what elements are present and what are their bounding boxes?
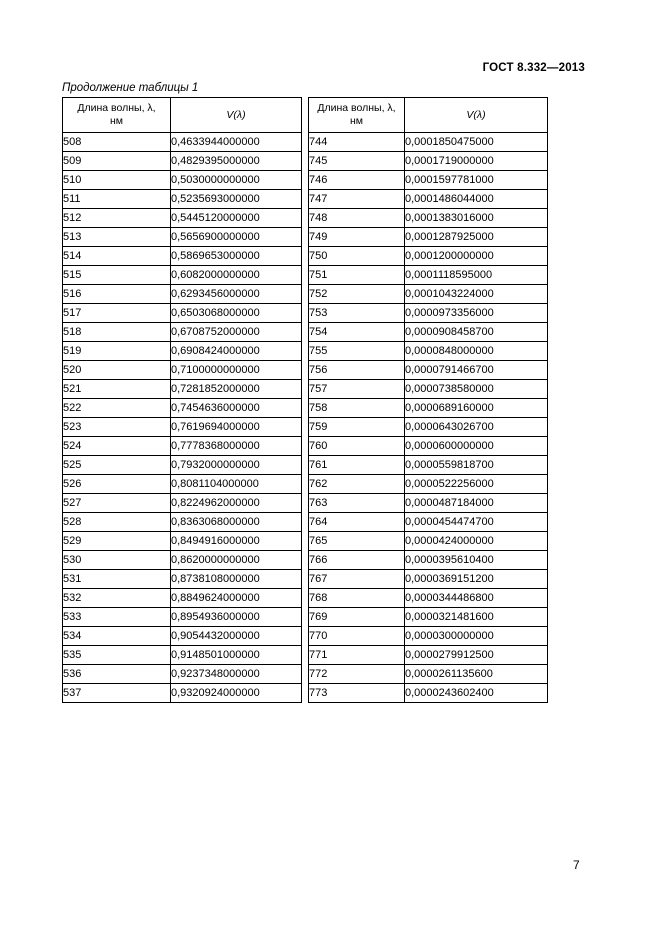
- v-value-cell: 0,0000300000000: [405, 627, 548, 646]
- v-value-cell: 0,0000487184000: [405, 494, 548, 513]
- wavelength-cell: 761: [309, 456, 405, 475]
- v-value-cell: 0,5030000000000: [171, 171, 302, 190]
- table-row: [309, 380, 548, 399]
- table-header-row: [309, 98, 548, 133]
- wavelength-cell: 753: [309, 304, 405, 323]
- v-value-cell: 0,0001118595000: [405, 266, 548, 285]
- table-row: [309, 494, 548, 513]
- v-value-cell: 0,6503068000000: [171, 304, 302, 323]
- v-value-cell: 0,0000261135600: [405, 665, 548, 684]
- page-number: 7: [573, 858, 580, 872]
- wavelength-cell: 527: [63, 494, 171, 513]
- v-value-cell: 0,0000791466700: [405, 361, 548, 380]
- wavelength-cell: 513: [63, 228, 171, 247]
- wavelength-cell: 509: [63, 152, 171, 171]
- wavelength-cell: 515: [63, 266, 171, 285]
- wavelength-cell: 766: [309, 551, 405, 570]
- v-value-cell: 0,0000738580000: [405, 380, 548, 399]
- v-value-cell: 0,0000454474700: [405, 513, 548, 532]
- v-value-cell: 0,0000689160000: [405, 399, 548, 418]
- table-row: [63, 418, 302, 437]
- wavelength-header-line2: нм: [349, 115, 364, 127]
- table-row: [309, 342, 548, 361]
- v-value-cell: 0,0000243602400: [405, 684, 548, 703]
- v-value-cell: 0,7281852000000: [171, 380, 302, 399]
- wavelength-cell: 525: [63, 456, 171, 475]
- v-value-cell: 0,6082000000000: [171, 266, 302, 285]
- v-value-cell: 0,7100000000000: [171, 361, 302, 380]
- table-row: [63, 684, 302, 703]
- table-row: [63, 608, 302, 627]
- table-header-row: [63, 98, 302, 133]
- wavelength-cell: 518: [63, 323, 171, 342]
- wavelength-cell: 749: [309, 228, 405, 247]
- table-row: [63, 361, 302, 380]
- wavelength-cell: 755: [309, 342, 405, 361]
- v-value-cell: 0,4829395000000: [171, 152, 302, 171]
- wavelength-cell: 759: [309, 418, 405, 437]
- table-row: [63, 171, 302, 190]
- v-value-cell: 0,5235693000000: [171, 190, 302, 209]
- wavelength-header-line2: нм: [109, 115, 124, 127]
- v-value-cell: 0,6708752000000: [171, 323, 302, 342]
- wavelength-cell: 758: [309, 399, 405, 418]
- wavelength-cell: 517: [63, 304, 171, 323]
- table-right-half: [308, 97, 548, 703]
- v-value-cell: 0,8849624000000: [171, 589, 302, 608]
- v-header-label: V(λ): [226, 108, 246, 121]
- wavelength-cell: 530: [63, 551, 171, 570]
- wavelength-cell: 524: [63, 437, 171, 456]
- wavelength-cell: 508: [63, 133, 171, 152]
- v-value-cell: 0,0000848000000: [405, 342, 548, 361]
- table-row: [63, 551, 302, 570]
- v-value-cell: 0,0000522256000: [405, 475, 548, 494]
- v-value-cell: 0,8224962000000: [171, 494, 302, 513]
- table-row: [309, 418, 548, 437]
- v-value-cell: 0,0001043224000: [405, 285, 548, 304]
- v-value-cell: 0,5869653000000: [171, 247, 302, 266]
- v-value-cell: 0,0000643026700: [405, 418, 548, 437]
- table-row: [309, 399, 548, 418]
- v-header-label: V(λ): [466, 108, 486, 121]
- wavelength-cell: 516: [63, 285, 171, 304]
- table-row: [309, 589, 548, 608]
- table-row: [63, 532, 302, 551]
- wavelength-cell: 528: [63, 513, 171, 532]
- v-value-cell: 0,6293456000000: [171, 285, 302, 304]
- wavelength-cell: 767: [309, 570, 405, 589]
- wavelength-cell: 537: [63, 684, 171, 703]
- wavelength-cell: 514: [63, 247, 171, 266]
- table-row: [309, 285, 548, 304]
- wavelength-cell: 762: [309, 475, 405, 494]
- wavelength-cell: 768: [309, 589, 405, 608]
- wavelength-header-line1: Длина волны, λ,: [317, 102, 396, 114]
- table-row: [309, 190, 548, 209]
- v-value-cell: 0,7454636000000: [171, 399, 302, 418]
- table-row: [309, 209, 548, 228]
- v-value-cell: 0,7778368000000: [171, 437, 302, 456]
- table-row: [63, 646, 302, 665]
- v-value-cell: 0,8494916000000: [171, 532, 302, 551]
- v-value-cell: 0,7932000000000: [171, 456, 302, 475]
- table-row: [309, 513, 548, 532]
- wavelength-cell: 745: [309, 152, 405, 171]
- wavelength-cell: 535: [63, 646, 171, 665]
- table-row: [309, 228, 548, 247]
- table-row: [63, 380, 302, 399]
- table-row: [63, 304, 302, 323]
- table-left-half: [62, 97, 302, 703]
- wavelength-cell: 521: [63, 380, 171, 399]
- v-value-cell: 0,0000344486800: [405, 589, 548, 608]
- v-value-cell: 0,6908424000000: [171, 342, 302, 361]
- table-row: [63, 627, 302, 646]
- wavelength-cell: 520: [63, 361, 171, 380]
- wavelength-cell: 747: [309, 190, 405, 209]
- v-value-cell: 0,7619694000000: [171, 418, 302, 437]
- table-row: [63, 228, 302, 247]
- table-row: [63, 342, 302, 361]
- wavelength-cell: 529: [63, 532, 171, 551]
- wavelength-cell: 770: [309, 627, 405, 646]
- table-row: [63, 665, 302, 684]
- wavelength-cell: 510: [63, 171, 171, 190]
- v-value-cell: 0,0000321481600: [405, 608, 548, 627]
- table-row: [309, 152, 548, 171]
- table-left-body: [63, 133, 302, 703]
- col-header-v-left: [171, 98, 302, 133]
- table-row: [309, 684, 548, 703]
- v-value-cell: 0,8620000000000: [171, 551, 302, 570]
- wavelength-cell: 769: [309, 608, 405, 627]
- wavelength-cell: 744: [309, 133, 405, 152]
- wavelength-cell: 763: [309, 494, 405, 513]
- table-row: [63, 494, 302, 513]
- wavelength-cell: 522: [63, 399, 171, 418]
- table-row: [63, 589, 302, 608]
- table-row: [63, 570, 302, 589]
- table-row: [63, 513, 302, 532]
- table-row: [63, 152, 302, 171]
- v-value-cell: 0,0001383016000: [405, 209, 548, 228]
- v-value-cell: 0,0000600000000: [405, 437, 548, 456]
- table-row: [309, 171, 548, 190]
- v-value-cell: 0,8081104000000: [171, 475, 302, 494]
- table-caption: Продолжение таблицы 1: [62, 82, 199, 94]
- wavelength-cell: 765: [309, 532, 405, 551]
- wavelength-cell: 532: [63, 589, 171, 608]
- v-value-cell: 0,0001287925000: [405, 228, 548, 247]
- table-row: [63, 190, 302, 209]
- wavelength-cell: 751: [309, 266, 405, 285]
- table-row: [309, 627, 548, 646]
- table-row: [309, 665, 548, 684]
- table-row: [63, 399, 302, 418]
- table-row: [63, 475, 302, 494]
- wavelength-cell: 523: [63, 418, 171, 437]
- table-row: [309, 437, 548, 456]
- table-row: [63, 247, 302, 266]
- v-value-cell: 0,0000279912500: [405, 646, 548, 665]
- wavelength-cell: 746: [309, 171, 405, 190]
- col-header-wavelength-right: [309, 98, 405, 133]
- table-row: [63, 133, 302, 152]
- table-row: [309, 133, 548, 152]
- wavelength-cell: 512: [63, 209, 171, 228]
- wavelength-cell: 764: [309, 513, 405, 532]
- table-row: [309, 304, 548, 323]
- v-value-cell: 0,9320924000000: [171, 684, 302, 703]
- wavelength-cell: 750: [309, 247, 405, 266]
- table-row: [63, 266, 302, 285]
- v-value-cell: 0,4633944000000: [171, 133, 302, 152]
- v-value-cell: 0,0000908458700: [405, 323, 548, 342]
- v-value-cell: 0,5656900000000: [171, 228, 302, 247]
- v-value-cell: 0,0000973356000: [405, 304, 548, 323]
- table-row: [309, 266, 548, 285]
- col-header-v-right: [405, 98, 548, 133]
- v-value-cell: 0,9054432000000: [171, 627, 302, 646]
- wavelength-header-line1: Длина волны, λ,: [77, 102, 156, 114]
- col-header-wavelength-left: [63, 98, 171, 133]
- table-row: [309, 570, 548, 589]
- wavelength-cell: 534: [63, 627, 171, 646]
- wavelength-cell: 752: [309, 285, 405, 304]
- table-row: [309, 608, 548, 627]
- wavelength-cell: 773: [309, 684, 405, 703]
- wavelength-cell: 772: [309, 665, 405, 684]
- table-row: [63, 285, 302, 304]
- wavelength-cell: 526: [63, 475, 171, 494]
- v-value-cell: 0,9237348000000: [171, 665, 302, 684]
- v-value-cell: 0,0001850475000: [405, 133, 548, 152]
- v-value-cell: 0,0000424000000: [405, 532, 548, 551]
- v-value-cell: 0,9148501000000: [171, 646, 302, 665]
- v-value-cell: 0,0001597781000: [405, 171, 548, 190]
- wavelength-cell: 748: [309, 209, 405, 228]
- wavelength-cell: 756: [309, 361, 405, 380]
- v-value-cell: 0,5445120000000: [171, 209, 302, 228]
- v-value-cell: 0,8954936000000: [171, 608, 302, 627]
- wavelength-cell: 531: [63, 570, 171, 589]
- v-value-cell: 0,0001200000000: [405, 247, 548, 266]
- table-row: [309, 323, 548, 342]
- v-value-cell: 0,0000559818700: [405, 456, 548, 475]
- table-row: [309, 247, 548, 266]
- table-row: [63, 209, 302, 228]
- v-value-cell: 0,0000369151200: [405, 570, 548, 589]
- wavelength-cell: 754: [309, 323, 405, 342]
- standard-number: ГОСТ 8.332—2013: [482, 62, 585, 74]
- wavelength-cell: 757: [309, 380, 405, 399]
- v-value-cell: 0,8363068000000: [171, 513, 302, 532]
- table-row: [63, 456, 302, 475]
- table-row: [63, 323, 302, 342]
- v-value-cell: 0,0000395610400: [405, 551, 548, 570]
- wavelength-cell: 536: [63, 665, 171, 684]
- wavelength-cell: 760: [309, 437, 405, 456]
- table-row: [309, 361, 548, 380]
- table-row: [309, 646, 548, 665]
- wavelength-cell: 511: [63, 190, 171, 209]
- v-value-cell: 0,0001486044000: [405, 190, 548, 209]
- table-container: [62, 97, 546, 703]
- wavelength-cell: 519: [63, 342, 171, 361]
- v-value-cell: 0,0001719000000: [405, 152, 548, 171]
- table-right-body: [309, 133, 548, 703]
- table-row: [309, 532, 548, 551]
- wavelength-cell: 771: [309, 646, 405, 665]
- v-value-cell: 0,8738108000000: [171, 570, 302, 589]
- table-row: [309, 456, 548, 475]
- wavelength-cell: 533: [63, 608, 171, 627]
- table-row: [63, 437, 302, 456]
- table-row: [309, 475, 548, 494]
- table-row: [309, 551, 548, 570]
